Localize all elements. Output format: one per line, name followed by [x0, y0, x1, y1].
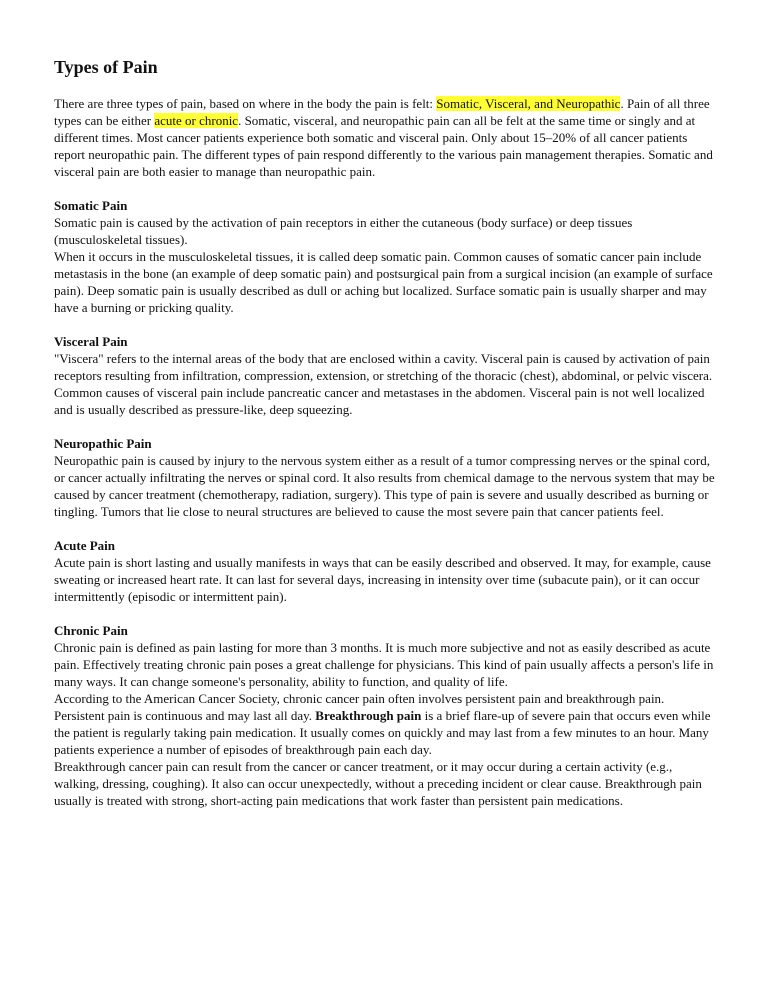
heading-chronic-pain: Chronic Pain	[54, 623, 128, 638]
document-page	[54, 56, 716, 809]
visceral-paragraph-1: "Viscera" refers to the internal areas of the body that are enclosed within a cavity. Visceral pain is caused by activation of pain receptors resulting from infiltration, compression, extension, or stretching of the thoracic (chest), abdominal, or pelvic viscera. Common causes of visceral pain include pancreatic cancer and metastases in the abdomen. Visceral pain is not well localized and is usually described as pressure-like, deep squeezing.	[54, 351, 713, 417]
somatic-paragraph-1: Somatic pain is caused by the activation of pain receptors in either the cutaneous (body surface) or deep tissues (musculoskeletal tissues).	[54, 215, 633, 247]
document-title: Types of Pain	[54, 57, 158, 77]
highlight-acute-chronic: acute or chronic	[154, 113, 239, 128]
heading-somatic-pain: Somatic Pain	[54, 198, 128, 213]
section-somatic-pain	[54, 197, 716, 316]
section-acute-pain	[54, 537, 716, 605]
intro-text-3: . Somatic, visceral, and neuropathic pain can all be felt at the same time or singly and at different times. Most cancer patients experience both somatic and visceral pain. Only about 15–20% of all cancer patients report neuropathic pain. The different types of pain respond differently to the various pain management therapies. Somatic and visceral pain are both easier to manage than neuropathic pain.	[54, 113, 713, 179]
heading-visceral-pain: Visceral Pain	[54, 334, 128, 349]
section-chronic-pain	[54, 622, 716, 809]
intro-text-1: There are three types of pain, based on where in the body the pain is felt:	[54, 96, 437, 111]
breakthrough-pain-term: Breakthrough pain	[315, 708, 422, 723]
acute-paragraph-1: Acute pain is short lasting and usually manifests in ways that can be easily described and observed. It may, for example, cause sweating or increased heart rate. It can last for several days, increasing in intensity over time (subacute pain), or it can occur intermittently (episodic or intermittent pain).	[54, 555, 711, 604]
somatic-paragraph-2: When it occurs in the musculoskeletal tissues, it is called deep somatic pain. Common causes of somatic cancer pain include metastasis in the bone (an example of deep somatic pain) and postsurgical pain from a surgical incision (an example of surface pain). Deep somatic pain is usually described as dull or aching but localized. Surface somatic pain is usually sharper and may have a burning or pricking quality.	[54, 249, 713, 315]
chronic-paragraph-3: Breakthrough cancer pain can result from the cancer or cancer treatment, or it may occur during a certain activity (e.g., walking, dressing, coughing). It also can occur unexpectedly, without a preceding incident or clear cause. Breakthrough pain usually is treated with strong, short-acting pain medications that work faster than persistent pain medications.	[54, 759, 702, 808]
intro-text-2: . Pain of all three types can be either	[54, 96, 710, 128]
section-neuropathic-pain	[54, 435, 716, 520]
neuropathic-paragraph-1: Neuropathic pain is caused by injury to the nervous system either as a result of a tumor compressing nerves or the spinal cord, or cancer actually infiltrating the nerves or spinal cord. It also results from chemical damage to the nervous system that may be caused by cancer treatment (chemotherapy, radiation, surgery). This type of pain is severe and usually described as burning or tingling. Tumors that lie close to neural structures are believed to cause the most severe pain that cancer patients feel.	[54, 453, 715, 519]
chronic-paragraph-2	[54, 690, 716, 758]
highlight-pain-types: Somatic, Visceral, and Neuropathic	[436, 96, 621, 111]
heading-neuropathic-pain: Neuropathic Pain	[54, 436, 152, 451]
chronic-paragraph-1: Chronic pain is defined as pain lasting for more than 3 months. It is much more subjective and not as easily described as acute pain. Effectively treating chronic pain poses a great challenge for physicians. This kind of pain usually affects a person's life in many ways. It can change someone's personality, ability to function, and quality of life.	[54, 640, 714, 689]
intro-paragraph	[54, 95, 716, 180]
heading-acute-pain: Acute Pain	[54, 538, 116, 553]
chronic-p2-text-1: According to the American Cancer Society, chronic cancer pain often involves persistent pain and breakthrough pain. Persistent pain is continuous and may last all day.	[54, 691, 665, 723]
chronic-p2-text-2: is a brief flare-up of severe pain that occurs even while the patient is regularly taking pain medication. It usually comes on quickly and may last from a few minutes to an hour. Many patients experience a number of episodes of breakthrough pain each day.	[54, 708, 711, 757]
section-visceral-pain	[54, 333, 716, 418]
